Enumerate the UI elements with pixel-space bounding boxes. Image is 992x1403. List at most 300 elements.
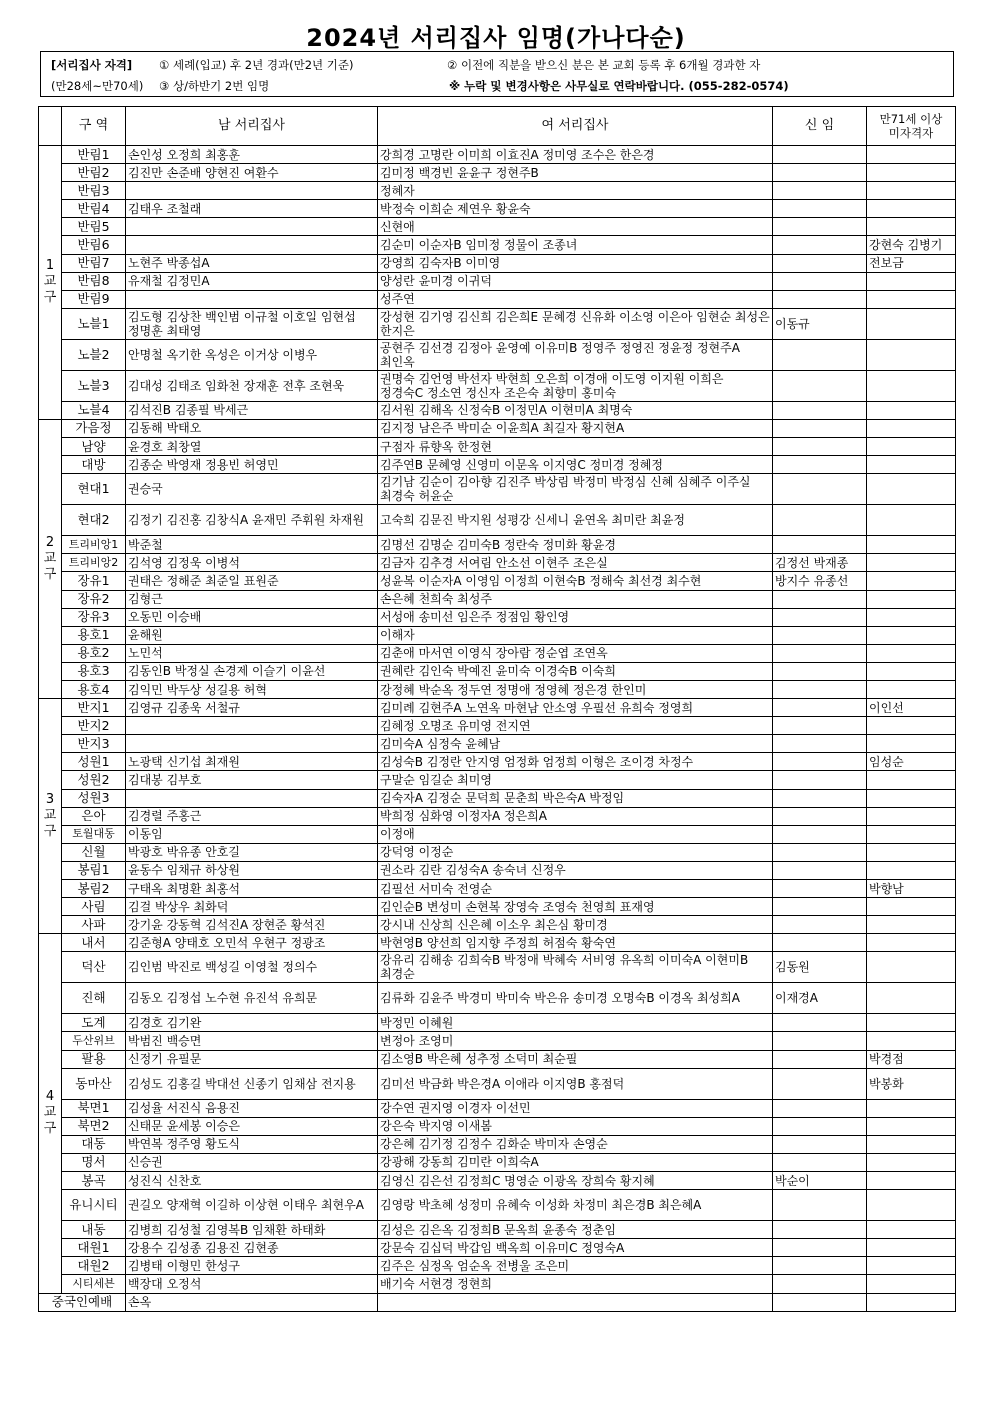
over71-cell bbox=[867, 419, 956, 437]
table-row bbox=[39, 218, 956, 236]
table-body bbox=[39, 146, 956, 1312]
over71-cell: 박봉화 bbox=[867, 1068, 956, 1099]
new-appointee-cell bbox=[773, 735, 867, 753]
over71-cell bbox=[867, 898, 956, 916]
male-deacons-cell: 김걸 박상우 최화덕 bbox=[126, 898, 378, 916]
district-cell: 반림2 bbox=[62, 164, 126, 182]
over71-cell bbox=[867, 438, 956, 456]
new-appointee-cell bbox=[773, 1275, 867, 1293]
male-deacons-cell: 김태우 조철래 bbox=[126, 200, 378, 218]
new-appointee-cell bbox=[773, 236, 867, 254]
district-cell: 명서 bbox=[62, 1153, 126, 1171]
district-cell: 사파 bbox=[62, 916, 126, 934]
new-appointee-cell bbox=[773, 1221, 867, 1239]
male-deacons-cell: 박광호 박유종 안호길 bbox=[126, 843, 378, 861]
district-cell: 현대2 bbox=[62, 505, 126, 536]
female-deacons-cell: 김기남 김순이 김아향 김진주 박상림 박정미 박정심 신혜 심혜주 이주실 최경숙 허윤순 bbox=[378, 474, 773, 505]
female-cell bbox=[378, 1293, 773, 1311]
district-cell: 남양 bbox=[62, 438, 126, 456]
district-cell: 장유3 bbox=[62, 608, 126, 626]
table-row bbox=[39, 1239, 956, 1257]
district-cell: 반림5 bbox=[62, 218, 126, 236]
district-cell: 반림9 bbox=[62, 290, 126, 308]
male-deacons-cell: 강용수 김성종 김용진 김현종 bbox=[126, 1239, 378, 1257]
female-deacons-cell: 김혜정 오명조 유미영 전지연 bbox=[378, 717, 773, 735]
table-row bbox=[39, 146, 956, 164]
over71-cell: 박향남 bbox=[867, 880, 956, 898]
new-appointee-cell bbox=[773, 1014, 867, 1032]
table-row bbox=[39, 880, 956, 898]
new-appointee-cell bbox=[773, 370, 867, 401]
district-cell: 반림3 bbox=[62, 182, 126, 200]
over71-cell bbox=[867, 218, 956, 236]
table-row bbox=[39, 983, 956, 1014]
over71-cell bbox=[867, 474, 956, 505]
female-deacons-cell: 강정혜 박순옥 정두연 정명애 정영혜 정은경 한인미 bbox=[378, 680, 773, 698]
district-cell: 내서 bbox=[62, 934, 126, 952]
male-deacons-cell bbox=[126, 735, 378, 753]
table-row bbox=[39, 1275, 956, 1293]
table-row bbox=[39, 401, 956, 419]
district-cell: 현대1 bbox=[62, 474, 126, 505]
new-appointee-cell bbox=[773, 789, 867, 807]
header-female: 여 서리집사 bbox=[378, 107, 773, 146]
district-cell: 사림 bbox=[62, 898, 126, 916]
male-deacons-cell: 백장대 오정석 bbox=[126, 1275, 378, 1293]
female-deacons-cell: 김미정 백경빈 윤윤구 정현주B bbox=[378, 164, 773, 182]
male-deacons-cell: 김성도 김홍길 박대선 신종기 임채삼 전지용 bbox=[126, 1068, 378, 1099]
table-row bbox=[39, 843, 956, 861]
female-deacons-cell: 김명선 김명순 김미숙B 정란숙 정미화 황윤경 bbox=[378, 536, 773, 554]
male-deacons-cell: 노현주 박종섭A bbox=[126, 254, 378, 272]
parish-cell: 1 교 구 bbox=[39, 146, 62, 420]
female-deacons-cell: 김숙자A 김정순 문덕희 문춘희 박은숙A 박정임 bbox=[378, 789, 773, 807]
new-appointee-cell bbox=[773, 590, 867, 608]
new-appointee-cell bbox=[773, 1068, 867, 1099]
table-row bbox=[39, 934, 956, 952]
over71-cell: 이인선 bbox=[867, 699, 956, 717]
district-cell: 대동 bbox=[62, 1135, 126, 1153]
qualification-item-1: ① 세례(입교) 후 2년 경과(만2년 기준) bbox=[159, 58, 354, 72]
female-deacons-cell: 김소영B 박은혜 성추정 소덕미 최순필 bbox=[378, 1050, 773, 1068]
female-deacons-cell: 김미례 김현주A 노연옥 마현남 안소영 우필선 유희숙 정영희 bbox=[378, 699, 773, 717]
new-appointee-cell bbox=[773, 1135, 867, 1153]
female-deacons-cell: 김금자 김추경 서여림 안소선 이현주 조은실 bbox=[378, 554, 773, 572]
header-district: 구 역 bbox=[62, 107, 126, 146]
male-deacons-cell: 윤해원 bbox=[126, 626, 378, 644]
over71-cell bbox=[867, 934, 956, 952]
table-row bbox=[39, 590, 956, 608]
table-row bbox=[39, 536, 956, 554]
district-cell: 트리비앙2 bbox=[62, 554, 126, 572]
over71-cell bbox=[867, 789, 956, 807]
female-deacons-cell: 김필선 서미숙 전영순 bbox=[378, 880, 773, 898]
new-appointee-cell bbox=[773, 146, 867, 164]
female-deacons-cell: 김미선 박금화 박은경A 이애라 이지영B 홍점덕 bbox=[378, 1068, 773, 1099]
table-header-row bbox=[39, 107, 956, 146]
district-cell: 용호1 bbox=[62, 626, 126, 644]
district-cell: 북면2 bbox=[62, 1117, 126, 1135]
female-deacons-cell: 권명숙 김언영 박선자 박현희 오은희 이경애 이도영 이지원 이희은 정경숙C 정소연 정신자 조은숙 최향미 홍미숙 bbox=[378, 370, 773, 401]
female-deacons-cell: 구말순 임길순 최미영 bbox=[378, 771, 773, 789]
parish-cell: 2 교 구 bbox=[39, 419, 62, 698]
over71-cell: 임성순 bbox=[867, 753, 956, 771]
district-cell: 반림7 bbox=[62, 254, 126, 272]
new-appointee-cell: 김정선 박재종 bbox=[773, 554, 867, 572]
male-deacons-cell bbox=[126, 717, 378, 735]
district-cell: 장유2 bbox=[62, 590, 126, 608]
district-cell: 용호4 bbox=[62, 680, 126, 698]
female-deacons-cell: 성주연 bbox=[378, 290, 773, 308]
district-cell: 도계 bbox=[62, 1014, 126, 1032]
over71-cell bbox=[867, 1275, 956, 1293]
male-deacons-cell: 김익민 박두상 성길용 허혁 bbox=[126, 680, 378, 698]
table-row bbox=[39, 272, 956, 290]
district-cell: 반림8 bbox=[62, 272, 126, 290]
male-deacons-cell: 권승국 bbox=[126, 474, 378, 505]
over71-cell bbox=[867, 735, 956, 753]
new-appointee-cell bbox=[773, 1117, 867, 1135]
table-row bbox=[39, 807, 956, 825]
table-row bbox=[39, 456, 956, 474]
new-appointee-cell: 이재경A bbox=[773, 983, 867, 1014]
new-appointee-cell bbox=[773, 438, 867, 456]
over71-cell bbox=[867, 1153, 956, 1171]
female-deacons-cell: 김영신 김은선 김정희C 명영순 이광옥 장희숙 황지혜 bbox=[378, 1172, 773, 1190]
over71-cell bbox=[867, 861, 956, 879]
qualification-item-3: ③ 상/하반기 2번 임명 bbox=[159, 79, 270, 93]
new-appointee-cell bbox=[773, 1050, 867, 1068]
female-deacons-cell: 김순미 이순자B 임미정 정물이 조종녀 bbox=[378, 236, 773, 254]
district-cell: 반림6 bbox=[62, 236, 126, 254]
female-deacons-cell: 김미숙A 심정숙 윤혜남 bbox=[378, 735, 773, 753]
over71-cell: 박경점 bbox=[867, 1050, 956, 1068]
header-parish-blank bbox=[39, 107, 62, 146]
parish-cell: 4 교 구 bbox=[39, 934, 62, 1293]
new-appointee-cell bbox=[773, 1153, 867, 1171]
district-cell: 노블1 bbox=[62, 308, 126, 339]
new-appointee-cell bbox=[773, 505, 867, 536]
table-row bbox=[39, 861, 956, 879]
female-deacons-cell: 손은혜 천희숙 최성주 bbox=[378, 590, 773, 608]
table-row bbox=[39, 1257, 956, 1275]
male-deacons-cell: 박연복 정주영 황도식 bbox=[126, 1135, 378, 1153]
male-deacons-cell bbox=[126, 290, 378, 308]
table-row bbox=[39, 825, 956, 843]
male-deacons-cell: 김석진B 김종필 박세근 bbox=[126, 401, 378, 419]
over71-cell bbox=[867, 608, 956, 626]
female-deacons-cell: 강문숙 김십덕 박갑임 백옥희 이유미C 정영숙A bbox=[378, 1239, 773, 1257]
female-deacons-cell: 김지정 남은주 박미순 이윤희A 최길자 황지현A bbox=[378, 419, 773, 437]
district-cell: 가음정 bbox=[62, 419, 126, 437]
male-deacons-cell: 김종순 박영재 정용빈 허영민 bbox=[126, 456, 378, 474]
new-appointee-cell bbox=[773, 1190, 867, 1221]
table-row bbox=[39, 662, 956, 680]
female-deacons-cell: 고숙희 김문진 박지원 성평강 신세니 윤연옥 최미란 최윤정 bbox=[378, 505, 773, 536]
table-row bbox=[39, 236, 956, 254]
over71-cell bbox=[867, 807, 956, 825]
deacon-table bbox=[38, 106, 956, 1312]
district-cell: 반림4 bbox=[62, 200, 126, 218]
female-deacons-cell: 권혜란 김인숙 박예진 윤미숙 이경숙B 이숙희 bbox=[378, 662, 773, 680]
new-appointee-cell bbox=[773, 182, 867, 200]
table-row bbox=[39, 200, 956, 218]
male-deacons-cell: 박준철 bbox=[126, 536, 378, 554]
male-deacons-cell: 김경렬 주홍근 bbox=[126, 807, 378, 825]
male-deacons-cell: 김영규 김종욱 서철규 bbox=[126, 699, 378, 717]
over71-cell bbox=[867, 456, 956, 474]
over71-cell bbox=[867, 339, 956, 370]
table-row bbox=[39, 370, 956, 401]
district-cell: 봉림2 bbox=[62, 880, 126, 898]
new-appointee-cell bbox=[773, 898, 867, 916]
male-deacons-cell: 김도형 김상찬 백인범 이규철 이호일 임현섭 정명훈 최태영 bbox=[126, 308, 378, 339]
new-appointee-cell bbox=[773, 164, 867, 182]
over71-cell bbox=[867, 505, 956, 536]
male-deacons-cell bbox=[126, 789, 378, 807]
district-cell: 장유1 bbox=[62, 572, 126, 590]
male-deacons-cell: 권태은 정해준 최준일 표원준 bbox=[126, 572, 378, 590]
table-row bbox=[39, 1099, 956, 1117]
new-appointee-cell bbox=[773, 1257, 867, 1275]
table-row bbox=[39, 735, 956, 753]
over71-cell bbox=[867, 680, 956, 698]
district-cell: 성원1 bbox=[62, 753, 126, 771]
new-appointee-cell bbox=[773, 608, 867, 626]
female-deacons-cell: 강수연 권지영 이경자 이선민 bbox=[378, 1099, 773, 1117]
table-row bbox=[39, 554, 956, 572]
district-cell: 덕산 bbox=[62, 952, 126, 983]
female-deacons-cell: 강성현 김기영 김신희 김은희E 문혜경 신유화 이소영 이은아 임현순 최성은 한지은 bbox=[378, 308, 773, 339]
new-appointee-cell bbox=[773, 807, 867, 825]
table-row bbox=[39, 505, 956, 536]
new-appointee-cell bbox=[773, 934, 867, 952]
male-deacons-cell: 윤경호 최창열 bbox=[126, 438, 378, 456]
male-deacons-cell: 손인성 오정희 최홍훈 bbox=[126, 146, 378, 164]
new-appointee-cell bbox=[773, 771, 867, 789]
district-cell: 진해 bbox=[62, 983, 126, 1014]
male-deacons-cell: 성진식 신찬호 bbox=[126, 1172, 378, 1190]
over71-cell bbox=[867, 983, 956, 1014]
over71-cell bbox=[867, 572, 956, 590]
new-appointee-cell bbox=[773, 401, 867, 419]
over71-cell bbox=[867, 1099, 956, 1117]
female-deacons-cell: 권소라 김란 김성숙A 송숙녀 신정우 bbox=[378, 861, 773, 879]
new-appointee-cell: 이동규 bbox=[773, 308, 867, 339]
table-row bbox=[39, 789, 956, 807]
over71-cell bbox=[867, 1014, 956, 1032]
table-row bbox=[39, 1153, 956, 1171]
male-deacons-cell: 구태옥 최명환 최홍석 bbox=[126, 880, 378, 898]
table-row bbox=[39, 254, 956, 272]
male-deacons-cell: 김동인B 박정실 손경제 이슬기 이윤선 bbox=[126, 662, 378, 680]
male-deacons-cell: 오동민 이승배 bbox=[126, 608, 378, 626]
female-deacons-cell: 이정애 bbox=[378, 825, 773, 843]
table-row bbox=[39, 438, 956, 456]
female-deacons-cell: 배기숙 서현경 정현희 bbox=[378, 1275, 773, 1293]
district-cell: 팔용 bbox=[62, 1050, 126, 1068]
female-deacons-cell: 박희정 심화영 이정자A 정은희A bbox=[378, 807, 773, 825]
table-row bbox=[39, 164, 956, 182]
female-deacons-cell: 김서원 김해옥 신정숙B 이정민A 이현미A 최명숙 bbox=[378, 401, 773, 419]
new-appointee-cell bbox=[773, 1032, 867, 1050]
male-deacons-cell: 노민석 bbox=[126, 644, 378, 662]
female-deacons-cell: 김주은 심정옥 엄순옥 전병울 조은미 bbox=[378, 1257, 773, 1275]
table-row bbox=[39, 952, 956, 983]
table-row bbox=[39, 644, 956, 662]
new-appointee-cell bbox=[773, 843, 867, 861]
over71-cell bbox=[867, 916, 956, 934]
page-title: 2024년 서리집사 임명(가나다순) bbox=[306, 24, 686, 52]
male-deacons-cell: 유재철 김정민A bbox=[126, 272, 378, 290]
male-deacons-cell: 김인범 박진로 백성길 이영철 정의수 bbox=[126, 952, 378, 983]
district-cell: 반지2 bbox=[62, 717, 126, 735]
male-deacons-cell: 신승권 bbox=[126, 1153, 378, 1171]
table-row bbox=[39, 182, 956, 200]
district-cell: 대원2 bbox=[62, 1257, 126, 1275]
over71-cell bbox=[867, 590, 956, 608]
district-cell: 은아 bbox=[62, 807, 126, 825]
district-cell: 봉림1 bbox=[62, 861, 126, 879]
header-new: 신 임 bbox=[773, 107, 867, 146]
female-deacons-cell: 박현영B 양선희 임지향 주정희 허점숙 황숙연 bbox=[378, 934, 773, 952]
district-cell: 반지1 bbox=[62, 699, 126, 717]
table-row bbox=[39, 290, 956, 308]
female-deacons-cell: 강은숙 박지영 이새봄 bbox=[378, 1117, 773, 1135]
district-cell: 중국인예배 bbox=[39, 1293, 126, 1311]
header-male: 남 서리집사 bbox=[126, 107, 378, 146]
male-deacons-cell bbox=[126, 236, 378, 254]
male-deacons-cell bbox=[126, 218, 378, 236]
table-row bbox=[39, 699, 956, 717]
male-deacons-cell: 권길오 양재혁 이길하 이상현 이태우 최현우A bbox=[126, 1190, 378, 1221]
new-appointee-cell bbox=[773, 419, 867, 437]
over71-cell bbox=[867, 771, 956, 789]
new-appointee-cell bbox=[773, 290, 867, 308]
over71-cell bbox=[867, 1221, 956, 1239]
district-cell: 봉곡 bbox=[62, 1172, 126, 1190]
district-cell: 내동 bbox=[62, 1221, 126, 1239]
over71-cell bbox=[867, 626, 956, 644]
male-deacons-cell: 김형근 bbox=[126, 590, 378, 608]
over71-cell bbox=[867, 272, 956, 290]
over71-cell bbox=[867, 1135, 956, 1153]
new-appointee-cell bbox=[773, 644, 867, 662]
male-deacons-cell: 김대봉 김부호 bbox=[126, 771, 378, 789]
table-row bbox=[39, 771, 956, 789]
male-deacons-cell: 김진만 손준배 양현진 여환수 bbox=[126, 164, 378, 182]
district-cell: 신월 bbox=[62, 843, 126, 861]
female-deacons-cell: 김주연B 문혜영 신영미 이문옥 이지영C 정미경 정혜정 bbox=[378, 456, 773, 474]
district-cell: 반지3 bbox=[62, 735, 126, 753]
over71-cell bbox=[867, 1172, 956, 1190]
female-deacons-cell: 정혜자 bbox=[378, 182, 773, 200]
district-cell: 용호3 bbox=[62, 662, 126, 680]
male-cell: 손옥 bbox=[126, 1293, 378, 1311]
table-row bbox=[39, 717, 956, 735]
over71-cell bbox=[867, 1117, 956, 1135]
table-row-chinese-service bbox=[39, 1293, 956, 1311]
male-deacons-cell: 김석영 김정욱 이병석 bbox=[126, 554, 378, 572]
over71-cell bbox=[867, 1257, 956, 1275]
female-deacons-cell: 강은혜 김기정 김정수 김화순 박미자 손영순 bbox=[378, 1135, 773, 1153]
table-row bbox=[39, 1221, 956, 1239]
over71-cell bbox=[867, 717, 956, 735]
female-deacons-cell: 강광해 강동희 김미란 이희숙A bbox=[378, 1153, 773, 1171]
male-deacons-cell: 윤동수 임채규 하상원 bbox=[126, 861, 378, 879]
table-row bbox=[39, 1172, 956, 1190]
table-row bbox=[39, 680, 956, 698]
male-deacons-cell: 김동오 김정섭 노수현 유진석 유희문 bbox=[126, 983, 378, 1014]
old-cell bbox=[867, 1293, 956, 1311]
male-deacons-cell: 안명철 옥기한 옥성은 이거상 이병우 bbox=[126, 339, 378, 370]
district-cell: 노블4 bbox=[62, 401, 126, 419]
header-over71: 만71세 이상 미자격자 bbox=[867, 107, 956, 146]
district-cell: 노블2 bbox=[62, 339, 126, 370]
new-appointee-cell bbox=[773, 699, 867, 717]
new-appointee-cell bbox=[773, 456, 867, 474]
male-deacons-cell: 김병태 이형민 한성구 bbox=[126, 1257, 378, 1275]
new-appointee-cell bbox=[773, 717, 867, 735]
male-deacons-cell: 김경호 김기완 bbox=[126, 1014, 378, 1032]
female-deacons-cell: 김춘애 마서연 이영식 장아람 정순엽 조연옥 bbox=[378, 644, 773, 662]
female-deacons-cell: 강유리 김해송 김희숙B 박정애 박혜숙 서비영 유옥희 이미숙A 이현미B 최경순 bbox=[378, 952, 773, 983]
over71-cell bbox=[867, 200, 956, 218]
parish-cell: 3 교 구 bbox=[39, 699, 62, 934]
male-deacons-cell: 강기윤 강동혁 김석진A 장현준 황석진 bbox=[126, 916, 378, 934]
district-cell: 용호2 bbox=[62, 644, 126, 662]
over71-cell bbox=[867, 290, 956, 308]
over71-cell bbox=[867, 952, 956, 983]
male-deacons-cell bbox=[126, 182, 378, 200]
female-deacons-cell: 서성애 송미선 임은주 정점임 황인영 bbox=[378, 608, 773, 626]
district-cell: 대원1 bbox=[62, 1239, 126, 1257]
female-deacons-cell: 신현애 bbox=[378, 218, 773, 236]
district-cell: 트리비앙1 bbox=[62, 536, 126, 554]
male-deacons-cell: 이동임 bbox=[126, 825, 378, 843]
male-deacons-cell: 노광택 신기섭 최재원 bbox=[126, 753, 378, 771]
female-deacons-cell: 강덕영 이정순 bbox=[378, 843, 773, 861]
table-row bbox=[39, 1117, 956, 1135]
female-deacons-cell: 박정숙 이희순 제연우 황윤숙 bbox=[378, 200, 773, 218]
district-cell: 노블3 bbox=[62, 370, 126, 401]
new-appointee-cell bbox=[773, 1239, 867, 1257]
district-cell: 동마산 bbox=[62, 1068, 126, 1099]
female-deacons-cell: 강희경 고명란 이미희 이효진A 정미영 조수은 한은경 bbox=[378, 146, 773, 164]
table-row bbox=[39, 1190, 956, 1221]
female-deacons-cell: 김성숙B 김정란 안지영 엄정화 엄정희 이형은 조이경 차정수 bbox=[378, 753, 773, 771]
district-cell: 성원3 bbox=[62, 789, 126, 807]
new-appointee-cell bbox=[773, 662, 867, 680]
new-appointee-cell bbox=[773, 474, 867, 505]
district-cell: 유니시티 bbox=[62, 1190, 126, 1221]
new-appointee-cell bbox=[773, 1099, 867, 1117]
table-row bbox=[39, 916, 956, 934]
new-appointee-cell: 박순이 bbox=[773, 1172, 867, 1190]
female-deacons-cell: 김영랑 박초혜 성정미 유혜숙 이성화 차정미 최은경B 최은혜A bbox=[378, 1190, 773, 1221]
table-row bbox=[39, 1032, 956, 1050]
district-cell: 토월대동 bbox=[62, 825, 126, 843]
over71-cell bbox=[867, 308, 956, 339]
table-row bbox=[39, 308, 956, 339]
table-row bbox=[39, 1014, 956, 1032]
female-deacons-cell: 공현주 김선경 김정아 윤영예 이유미B 정영주 정영진 정윤정 정현주A 최인옥 bbox=[378, 339, 773, 370]
female-deacons-cell: 강영희 김숙자B 이미영 bbox=[378, 254, 773, 272]
over71-cell bbox=[867, 662, 956, 680]
over71-cell bbox=[867, 1032, 956, 1050]
over71-cell: 전보금 bbox=[867, 254, 956, 272]
male-deacons-cell: 김동해 박태오 bbox=[126, 419, 378, 437]
